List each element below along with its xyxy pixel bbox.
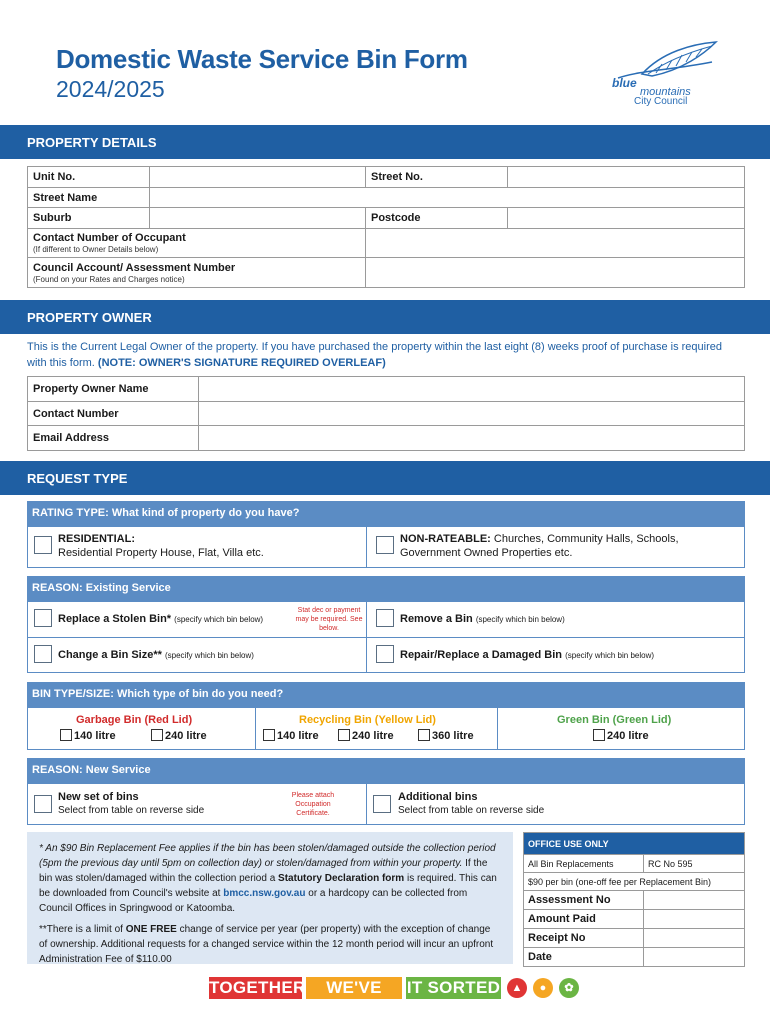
note-1-part-b: If the bin was stolen/damaged within the collection period a bbox=[39, 858, 488, 884]
note-1 bbox=[39, 841, 501, 916]
new-set-label: New set of bins bbox=[58, 791, 139, 803]
garbage-bin-label: Garbage Bin (Red Lid) bbox=[76, 714, 193, 726]
street-name-field[interactable] bbox=[150, 188, 745, 208]
recycling-140-label: 140 litre bbox=[277, 730, 319, 742]
garbage-140-label: 140 litre bbox=[74, 730, 116, 742]
reason-new-heading: REASON: New Service bbox=[27, 758, 745, 783]
replace-stolen-checkbox[interactable] bbox=[34, 609, 52, 627]
recycling-bin-label: Recycling Bin (Yellow Lid) bbox=[299, 714, 436, 726]
green-bin-label: Green Bin (Green Lid) bbox=[557, 714, 672, 726]
council-account-label: Council Account/ Assessment Number bbox=[33, 261, 236, 274]
remove-bin-checkbox[interactable] bbox=[376, 609, 394, 627]
logo-text-mountains: mountains bbox=[640, 86, 691, 98]
contact-occupant-label: Contact Number of Occupant bbox=[33, 232, 186, 244]
all-bin-replacements-label: All Bin Replacements bbox=[524, 855, 644, 873]
logo-text-blue: blue bbox=[612, 76, 637, 90]
repair-replace-checkbox[interactable] bbox=[376, 645, 394, 663]
council-logo bbox=[612, 40, 722, 108]
recycling-140-option[interactable] bbox=[263, 729, 319, 742]
non-rateable-label: NON-RATEABLE: bbox=[400, 533, 491, 545]
postcode-field[interactable] bbox=[508, 208, 745, 229]
notes-box bbox=[27, 832, 513, 964]
owner-email-field[interactable] bbox=[199, 426, 745, 451]
replace-stolen-text bbox=[58, 613, 263, 625]
street-no-label: Street No. bbox=[366, 167, 508, 188]
change-size-text bbox=[58, 649, 254, 661]
logo-text-city-council: City Council bbox=[634, 96, 688, 107]
garbage-240-checkbox[interactable] bbox=[151, 729, 163, 741]
remove-bin-note: (specify which bin below) bbox=[475, 615, 565, 624]
property-details-table bbox=[27, 166, 745, 288]
divider bbox=[366, 601, 367, 673]
green-240-option[interactable] bbox=[593, 729, 649, 742]
stat-dec-note: Stat dec or payment may be required. See below. bbox=[295, 607, 363, 632]
residential-desc: Residential Property House, Flat, Villa etc. bbox=[58, 547, 264, 559]
office-use-table bbox=[523, 832, 745, 967]
additional-bins-checkbox[interactable] bbox=[373, 795, 391, 813]
contact-occupant-note: (If different to Owner Details below) bbox=[33, 245, 159, 254]
council-website-link[interactable]: bmcc.nsw.gov.au bbox=[223, 888, 306, 899]
additional-bins-label: Additional bins bbox=[398, 791, 478, 803]
property-owner-heading: PROPERTY OWNER bbox=[0, 300, 770, 334]
property-owner-table bbox=[27, 376, 745, 451]
owner-contact-field[interactable] bbox=[199, 402, 745, 426]
recycling-360-option[interactable] bbox=[418, 729, 474, 742]
residential-label: RESIDENTIAL: bbox=[58, 533, 135, 545]
new-set-checkbox[interactable] bbox=[34, 795, 52, 813]
street-no-field[interactable] bbox=[508, 167, 745, 188]
office-use-heading: OFFICE USE ONLY bbox=[524, 833, 745, 855]
remove-bin-text bbox=[400, 613, 565, 625]
note-1-part-d: or a hardcopy can be collected from Council Offices in Springwood or Katoomba. bbox=[39, 888, 468, 914]
footer-it-sorted: IT SORTED bbox=[406, 978, 501, 997]
owner-email-label: Email Address bbox=[28, 426, 199, 451]
receipt-no-label: Receipt No bbox=[524, 929, 644, 948]
rc-no-label: RC No 595 bbox=[644, 855, 745, 873]
date-field[interactable] bbox=[644, 948, 745, 967]
divider bbox=[27, 637, 745, 638]
change-size-checkbox[interactable] bbox=[34, 645, 52, 663]
non-rateable-desc-2: Government Owned Properties etc. bbox=[400, 547, 573, 559]
note-1-part-c: is required. This can be downloaded from Council's website at bbox=[39, 873, 497, 899]
non-rateable-text-line1 bbox=[400, 533, 679, 545]
request-type-heading: REQUEST TYPE bbox=[0, 461, 770, 495]
leaf-logo-icon bbox=[612, 40, 722, 80]
change-size-note: (specify which bin below) bbox=[164, 651, 254, 660]
suburb-field[interactable] bbox=[150, 208, 366, 229]
bin-type-heading: BIN TYPE/SIZE: Which type of bin do you need? bbox=[27, 682, 745, 707]
repair-replace-label: Repair/Replace a Damaged Bin bbox=[400, 649, 563, 661]
form-title: Domestic Waste Service Bin Form bbox=[56, 44, 468, 74]
repair-replace-text bbox=[400, 649, 654, 661]
unit-no-label: Unit No. bbox=[28, 167, 150, 188]
divider bbox=[366, 783, 367, 825]
council-account-field[interactable] bbox=[366, 258, 745, 288]
owner-name-field[interactable] bbox=[199, 377, 745, 402]
garbage-240-option[interactable] bbox=[151, 729, 207, 742]
bin-icon: ▲ bbox=[507, 978, 527, 998]
garbage-240-label: 240 litre bbox=[165, 730, 207, 742]
amount-paid-label: Amount Paid bbox=[524, 910, 644, 929]
recycling-240-label: 240 litre bbox=[352, 730, 394, 742]
postcode-label: Postcode bbox=[366, 208, 508, 229]
bottle-icon: ● bbox=[533, 978, 553, 998]
non-rateable-checkbox[interactable] bbox=[376, 536, 394, 554]
non-rateable-desc-1: Churches, Community Halls, Schools, bbox=[493, 533, 679, 545]
date-label: Date bbox=[524, 948, 644, 967]
divider bbox=[497, 707, 498, 750]
garbage-140-option[interactable] bbox=[60, 729, 116, 742]
owner-intro bbox=[27, 339, 727, 371]
occupation-note: Please attach Occupation Certificate. bbox=[291, 792, 335, 817]
rating-type-heading: RATING TYPE: What kind of property do you have? bbox=[27, 501, 745, 526]
fee-label: $90 per bin (one-off fee per Replacement Bin) bbox=[524, 873, 745, 891]
green-240-checkbox[interactable] bbox=[593, 729, 605, 741]
divider bbox=[255, 707, 256, 750]
footer-weve-got: WE'VE GOT bbox=[306, 977, 402, 999]
note-2-part-a: **There is a limit of bbox=[39, 924, 126, 935]
amount-paid-field[interactable] bbox=[644, 910, 745, 929]
garbage-140-checkbox[interactable] bbox=[60, 729, 72, 741]
receipt-no-field[interactable] bbox=[644, 929, 745, 948]
council-account-note: (Found on your Rates and Charges notice) bbox=[33, 274, 185, 284]
additional-bins-desc: Select from table on reverse side bbox=[398, 805, 545, 816]
owner-intro-text: This is the Current Legal Owner of the property. If you have purchased the property within the last eight (8) weeks proof of purchase is required with this form. bbox=[27, 341, 722, 369]
assessment-no-field[interactable] bbox=[644, 891, 745, 910]
leaf-icon: ✿ bbox=[559, 978, 579, 998]
recycling-140-checkbox[interactable] bbox=[263, 729, 275, 741]
replace-stolen-label: Replace a Stolen Bin* bbox=[58, 613, 172, 625]
replace-stolen-note: (specify which bin below) bbox=[174, 615, 264, 624]
note-2 bbox=[39, 922, 501, 967]
council-account-label-cell bbox=[28, 258, 366, 288]
note-2-part-b: change of service per year (per property) with the exception of change of ownership. Additional requests for a changed service within the 12 month period will incur an upfront Administration Fee of $110.00 bbox=[39, 924, 494, 965]
recycling-240-option[interactable] bbox=[338, 729, 394, 742]
owner-intro-note: (NOTE: OWNER'S SIGNATURE REQUIRED OVERLEAF) bbox=[97, 357, 386, 369]
contact-occupant-field[interactable] bbox=[366, 229, 745, 258]
recycling-360-label: 360 litre bbox=[432, 730, 474, 742]
new-set-desc: Select from table on reverse side bbox=[58, 805, 205, 816]
owner-contact-label: Contact Number bbox=[28, 402, 199, 426]
repair-replace-note: (specify which bin below) bbox=[565, 651, 655, 660]
green-240-label: 240 litre bbox=[607, 730, 649, 742]
divider bbox=[366, 526, 367, 568]
residential-checkbox[interactable] bbox=[34, 536, 52, 554]
recycling-360-checkbox[interactable] bbox=[418, 729, 430, 741]
change-size-label: Change a Bin Size** bbox=[58, 649, 162, 661]
suburb-label: Suburb bbox=[28, 208, 150, 229]
footer-together: TOGETHER bbox=[209, 978, 306, 997]
assessment-no-label: Assessment No bbox=[524, 891, 644, 910]
note-1-bold: Statutory Declaration form bbox=[278, 873, 405, 884]
note-2-bold: ONE FREE bbox=[125, 924, 177, 935]
recycling-240-checkbox[interactable] bbox=[338, 729, 350, 741]
form-year: 2024/2025 bbox=[56, 76, 165, 102]
street-name-label: Street Name bbox=[28, 188, 150, 208]
property-details-heading: PROPERTY DETAILS bbox=[0, 125, 770, 159]
remove-bin-label: Remove a Bin bbox=[400, 613, 473, 625]
reason-existing-heading: REASON: Existing Service bbox=[27, 576, 745, 601]
unit-no-field[interactable] bbox=[150, 167, 366, 188]
contact-occupant-label-cell bbox=[28, 229, 366, 258]
note-1-part-a: * An $90 Bin Replacement Fee applies if the bin has been stolen/damaged outside the collection period (5pm the previous day until 5pm on collection day) or stolen/damaged from within your property. bbox=[39, 843, 496, 869]
owner-name-label: Property Owner Name bbox=[28, 377, 199, 402]
